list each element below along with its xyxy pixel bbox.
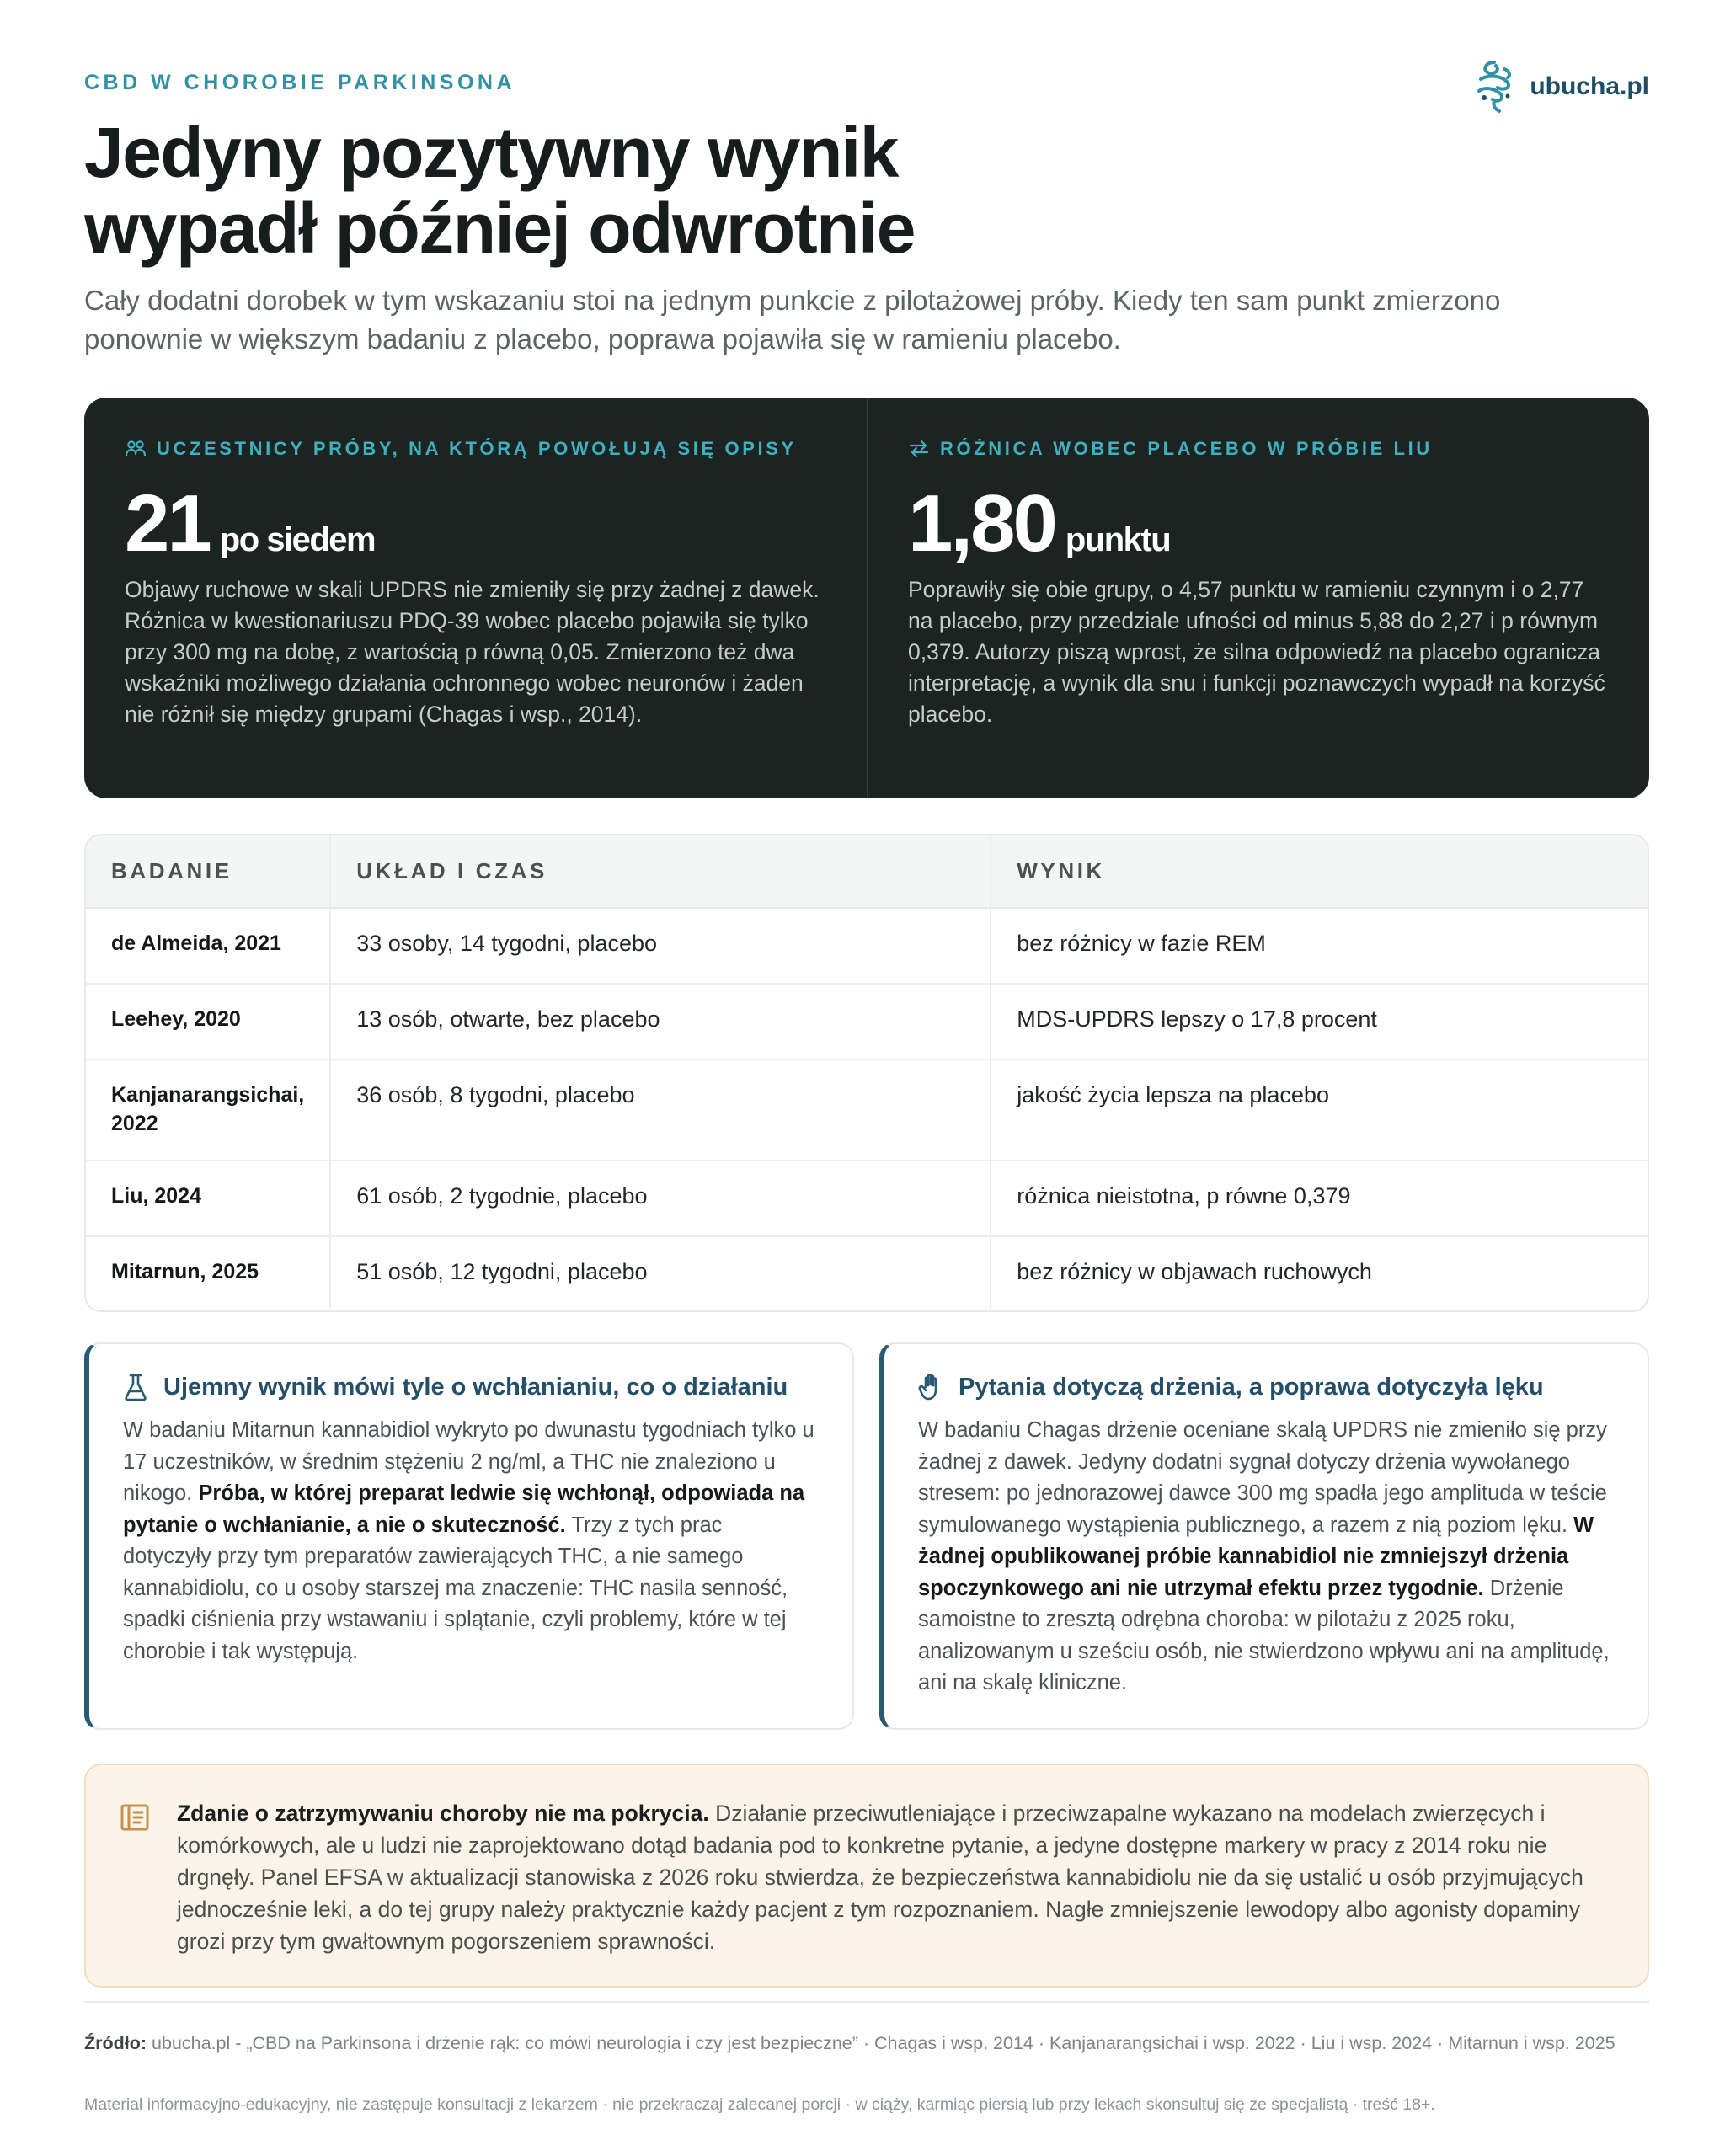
column-header-result: WYNIK [991,835,1648,908]
cell-design: 51 osób, 12 tygodni, placebo [330,1236,991,1310]
swap-arrows-icon [908,440,930,458]
cell-design: 61 osób, 2 tygodnie, placebo [330,1161,991,1236]
cell-study: Liu, 2024 [86,1161,330,1236]
card-tremor [879,1342,1649,1730]
card-text: Drżenie samoistne to zresztą odrębna choroba: w pilotażu z 2025 roku, analizowanym u sześciu osób, nie stwierdzono wpływu ani na amplitudę, ani na skalę kliniczne. [918,1576,1610,1694]
card-text: W badaniu Mitarnun kannabidiol wykryto po dwunastu tygodniach tylko u 17 uczestników, w średnim stężeniu 2 ng/ml, a THC nie znaleziono u nikogo. [123,1418,814,1505]
title-line-1: Jedyny pozytywny wynik [84,113,898,192]
cell-result: jakość życia lepsza na placebo [991,1059,1648,1161]
stat-value-row [908,478,1610,568]
stat-description: Objawy ruchowe w skali UPDRS nie zmieniły się przy żadnej z dawek. Różnica w kwestionariuszu PDQ-39 wobec placebo pojawiła się tylko przy 300 mg na dobę, z wartością p równą 0,05. Zmierzono też dwa wskaźniki możliwego działania ochronnego wobec neuronów i żaden nie różnił się między grupami (Chagas i wsp., 2014). [125,577,820,727]
stat-label-text: UCZESTNICY PRÓBY, NA KTÓRĄ POWOŁUJĄ SIĘ OPISY [157,438,797,459]
stat-description: Poprawiły się obie grupy, o 4,57 punktu w ramieniu czynnym i o 2,77 na placebo, przy przedziale ufności od minus 5,88 do 2,27 i p równym 0,379. Autorzy piszą wprost, że silna odpowiedź na placebo ogranicza interpretację, a wynik dla snu i funkcji poznawczych wypadł na korzyść placebo. [908,577,1605,727]
card-text: W badaniu Chagas drżenie oceniane skalą UPDRS nie zmieniło się przy żadnej z dawek. Jedyny dodatni sygnał dotyczy drżenia wywołanego stresem: po jednorazowej dawce 300 mg spadła jego amplituda w teście symulowanego wystąpienia publicznego, a razem z nią poziom lęku. [918,1418,1607,1537]
people-icon [125,440,147,458]
cell-study: Leehey, 2020 [86,984,330,1059]
header [84,0,1649,371]
card-absorption [84,1342,854,1730]
card-text: Trzy z tych prac dotyczyły przy tym preparatów zawierających THC, a nie samego kannabidiolu, co u osoby starszej ma znaczenie: THC nasila senność, spadki ciśnienia przy wstawaniu i splątanie, czyli problemy, które w tej chorobie i tak występują. [123,1513,788,1663]
note-body [177,1797,1597,1957]
title-line-2: wypadł później odwrotnie [84,189,916,268]
stats-panel [84,398,1649,798]
table-row [86,1161,1648,1236]
card-heading [123,1373,815,1401]
page [84,0,1649,2114]
brand-logo[interactable] [1471,57,1649,116]
stat-label [125,438,828,460]
footer-divider [84,2001,1649,2003]
cell-design: 36 osób, 8 tygodni, placebo [330,1059,991,1161]
cell-result: bez różnicy w fazie REM [991,908,1648,984]
document-icon [120,1802,150,1833]
cell-design: 33 osoby, 14 tygodni, placebo [330,908,991,984]
stat-label [908,438,1610,460]
disclaimer: Materiał informacyjno-edukacyjny, nie zastępuje konsultacji z lekarzem · nie przekraczaj zalecanej porcji · w ciąży, karmiąc piersią lub przy lekach skonsultuj się ze specjalistą · treść 18+. [84,2095,1435,2114]
table-row [86,908,1648,984]
card-title: Pytania dotyczą drżenia, a poprawa dotyczyła lęku [959,1373,1544,1401]
stat-unit: po siedem [219,521,376,558]
source-label: Źródło: [84,2033,147,2053]
card-title: Ujemny wynik mówi tyle o wchłanianiu, co o działaniu [163,1373,788,1401]
cell-study: Mitarnun, 2025 [86,1236,330,1310]
table-header-row [86,835,1648,908]
eyebrow: CBD W CHOROBIE PARKINSONA [84,71,516,94]
stat-value: 1,80 [908,478,1055,568]
hand-icon [918,1373,943,1401]
cell-result: różnica nieistotna, p równe 0,379 [991,1161,1648,1236]
card-body [123,1415,815,1668]
studies-table [84,834,1649,1312]
flask-icon [123,1373,148,1401]
stat-unit: punktu [1065,521,1171,558]
source-line [84,2030,1649,2057]
stat-value-row [125,478,828,568]
subtitle: Cały dodatni dorobek w tym wskazaniu stoi na jednym punkcie z pilotażowej próby. Kiedy ten sam punkt zmierzono ponownie w większym badaniu z placebo, poprawa pojawiła się w ramieniu placebo. [84,285,1501,355]
card-body [918,1415,1610,1700]
note-text: Działanie przeciwutleniające i przeciwzapalne wykazano na modelach zwierzęcych i komórkowych, ale u ludzi nie zaprojektowano dotąd badania pod to konkretne pytanie, a jedyne dostępne markery w pracy z 2014 roku nie drgnęły. Panel EFSA w aktualizacji stanowiska z 2026 roku stwierdza, że bezpieczeństwa kannabidiolu nie da się ustalić u osób przyjmujących jednocześnie leki, a do tej grupy należy praktycznie każdy pacjent z tym rozpoznaniem. Nagłe zmniejszenie lewodopy albo agonisty dopaminy grozi przy tym gwałtownym pogorszeniem sprawności. [177,1801,1583,1954]
table-row [86,984,1648,1059]
source-text: ubucha.pl - „CBD na Parkinsona i drżenie rąk: co mówi neurologia i czy jest bezpieczne” · Chagas i wsp. 2014 · Kanjanarangsichai i wsp. 2022 · Liu i wsp. 2024 · Mitarnun i wsp. 2025 [147,2033,1616,2053]
note-lead: Zdanie o zatrzymywaniu choroby nie ma pokrycia. [177,1801,709,1826]
card-emphasis: W żadnej opublikowanej próbie kannabidiol nie zmniejszył drżenia spoczynkowego ani nie utrzymał efektu przez tygodnie. [918,1513,1594,1600]
column-header-study: BADANIE [86,835,330,908]
stat-value: 21 [125,478,210,568]
kombucha-logo-icon [1471,57,1518,116]
cell-result: MDS-UPDRS lepszy o 17,8 procent [991,984,1648,1059]
cell-design: 13 osób, otwarte, bez placebo [330,984,991,1059]
cell-study: Kanjanarangsichai, 2022 [86,1059,330,1161]
stat-participants [84,398,867,798]
column-header-design: UKŁAD I CZAS [330,835,991,908]
page-title [84,115,915,266]
disease-modification-note [84,1764,1649,1988]
stat-label-text: RÓŻNICA WOBEC PLACEBO W PRÓBIE LIU [940,438,1433,459]
insight-cards [84,1342,1649,1730]
cell-study: de Almeida, 2021 [86,908,330,984]
stat-liu-difference [867,398,1649,798]
card-heading [918,1373,1610,1401]
table-row [86,1236,1648,1310]
card-emphasis: Próba, w której preparat ledwie się wchłonął, odpowiada na pytanie o wchłanianie, a nie o skuteczność. [123,1481,805,1537]
cell-result: bez różnicy w objawach ruchowych [991,1236,1648,1310]
table-row [86,1059,1648,1161]
brand-name: ubucha.pl [1530,72,1649,100]
